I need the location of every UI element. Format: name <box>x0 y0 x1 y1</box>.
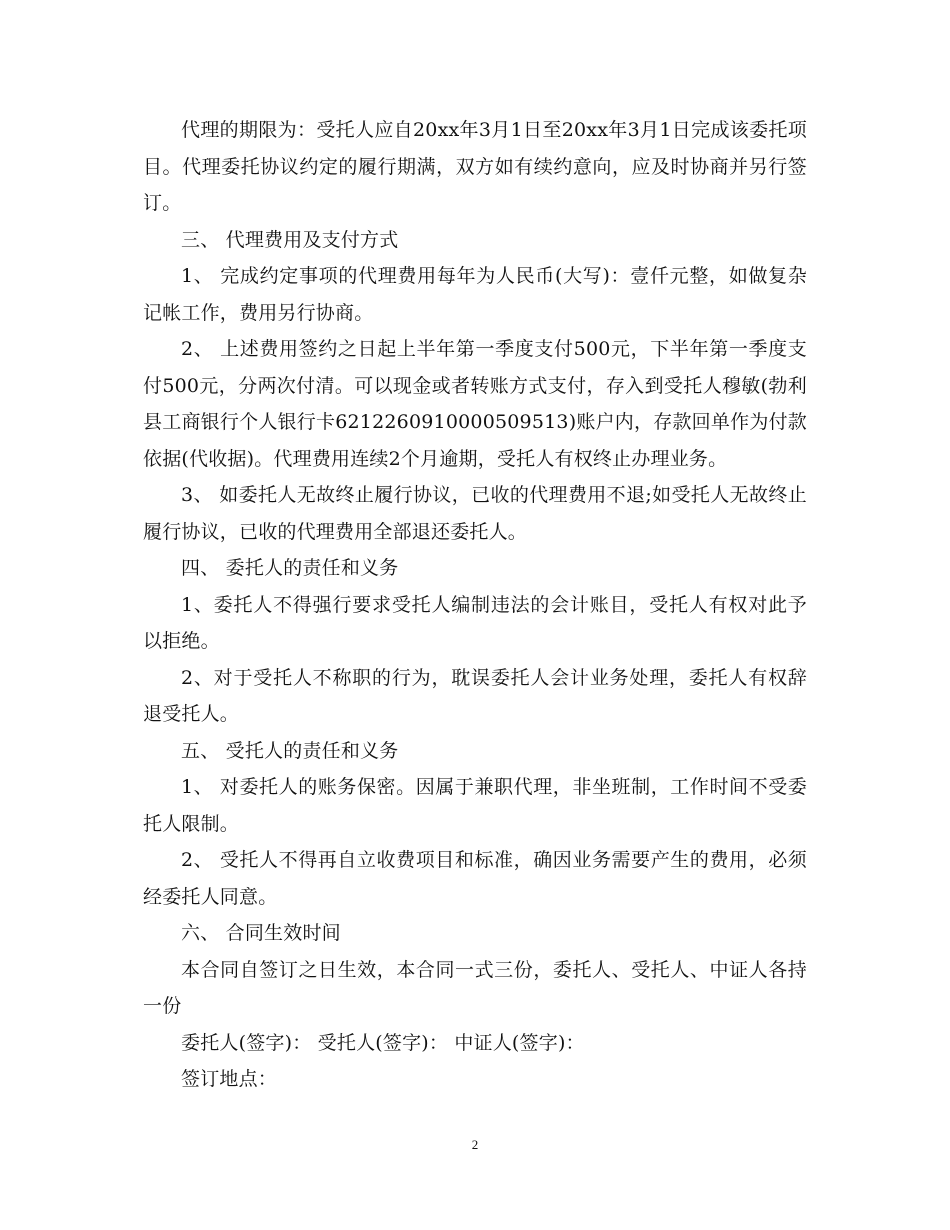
effective-clause: 本合同自签订之日生效，本合同一式三份，委托人、受托人、中证人各持一份 <box>143 958 807 1017</box>
document-body <box>143 112 807 1098</box>
agent-duty-2: 2、 受托人不得再自立收费项目和标准，确因业务需要产生的费用，必须经委托人同意。 <box>143 849 807 908</box>
agent-duty-1: 1、 对委托人的账务保密。因属于兼职代理，非坐班制，工作时间不受委托人限制。 <box>143 776 807 835</box>
section-heading-fees: 三、 代理费用及支付方式 <box>181 228 399 251</box>
section-heading-client-duties: 四、 委托人的责任和义务 <box>181 557 399 579</box>
fee-clause-2: 2、 上述费用签约之日起上半年第一季度支付500元，下半年第一季度支付500元，分两次付清。可以现金或者转账方式支付，存入到受托人穆敏(勃利县工商银行个人银行卡6212260910000509513)账户内，存款回单作为付款依据(代收据)。代理费用连续2个月逾期，受托人有权终止办理业务。 <box>143 338 807 470</box>
section-heading-effective: 六、 合同生效时间 <box>181 922 341 944</box>
signature-line: 委托人(签字)： 受托人(签字)： 中证人(签字)： <box>181 1031 585 1054</box>
fee-clause-3: 3、 如委托人无故终止履行协议，已收的代理费用不退;如受托人无故终止履行协议，已收的代理费用全部退还委托人。 <box>143 484 807 543</box>
term-paragraph: 代理的期限为：受托人应自20xx年3月1日至20xx年3月1日完成该委托项目。代理委托协议约定的履行期满，双方如有续约意向，应及时协商并另行签订。 <box>143 119 807 214</box>
client-duty-1: 1、委托人不得强行要求受托人编制违法的会计账目，受托人有权对此予以拒绝。 <box>143 593 807 652</box>
signing-location: 签订地点： <box>181 1068 278 1090</box>
fee-clause-1: 1、 完成约定事项的代理费用每年为人民币(大写)：壹仟元整，如做复杂记帐工作，费用另行协商。 <box>143 265 807 324</box>
client-duty-2: 2、对于受托人不称职的行为，耽误委托人会计业务处理，委托人有权辞退受托人。 <box>143 666 807 725</box>
page-number: 2 <box>471 1137 479 1152</box>
section-heading-agent-duties: 五、 受托人的责任和义务 <box>181 739 399 762</box>
